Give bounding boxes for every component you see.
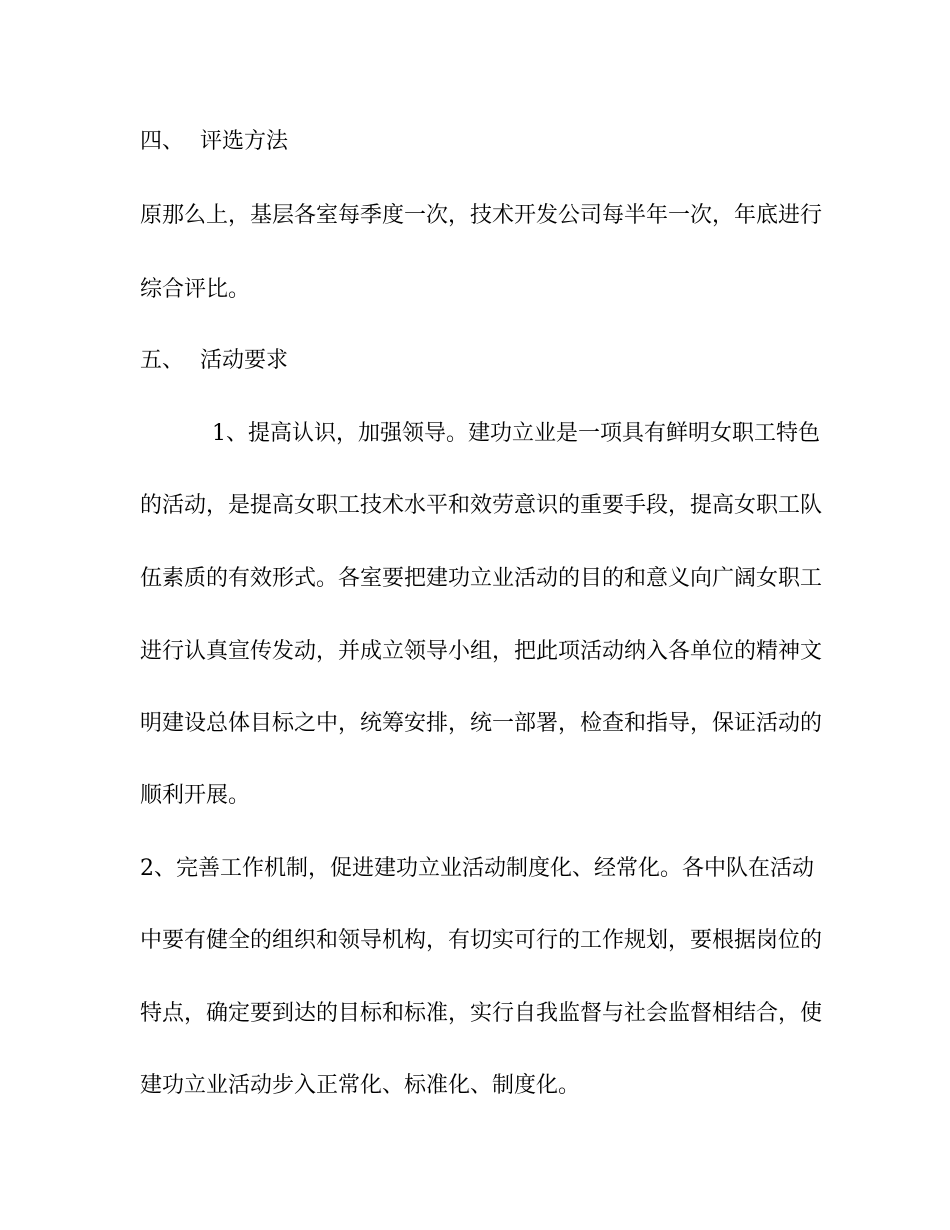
paragraph-line: 2、完善工作机制，促进建功立业活动制度化、经常化。各中队在活动 [140,856,814,881]
paragraph-line: 1、提高认识，加强领导。建功立业是一项具有鲜明女职工特色 [212,421,820,446]
paragraph-line: 建功立业活动步入正常化、标准化、制度化。 [140,1073,581,1098]
paragraph-line: 伍素质的有效形式。各室要把建功立业活动的目的和意义向广阔女职工 [140,566,823,591]
paragraph-line: 顺利开展。 [140,783,251,808]
section-title: 评选方法 [200,129,289,154]
section-title: 活动要求 [200,348,289,373]
section-number: 五、 [140,348,185,373]
paragraph-line: 中要有健全的组织和领导机构，有切实可行的工作规划，要根据岗位的 [140,928,823,953]
paragraph-line: 明建设总体目标之中，统筹安排，统一部署，检查和指导，保证活动的 [140,711,823,736]
paragraph-line: 综合评比。 [140,277,251,302]
section-heading-5 [140,345,820,377]
paragraph-line: 原那么上，基层各室每季度一次，技术开发公司每半年一次，年底进行 [140,203,823,228]
paragraph-line: 进行认真宣传发动，并成立领导小组，把此项活动纳入各单位的精神文 [140,639,823,664]
paragraph-line: 特点，确定要到达的目标和标准，实行自我监督与社会监督相结合，使 [140,1001,823,1026]
paragraph-line: 的活动，是提高女职工技术水平和效劳意识的重要手段，提高女职工队 [140,493,823,518]
section-number: 四、 [140,129,185,154]
section-heading-4 [140,126,820,158]
